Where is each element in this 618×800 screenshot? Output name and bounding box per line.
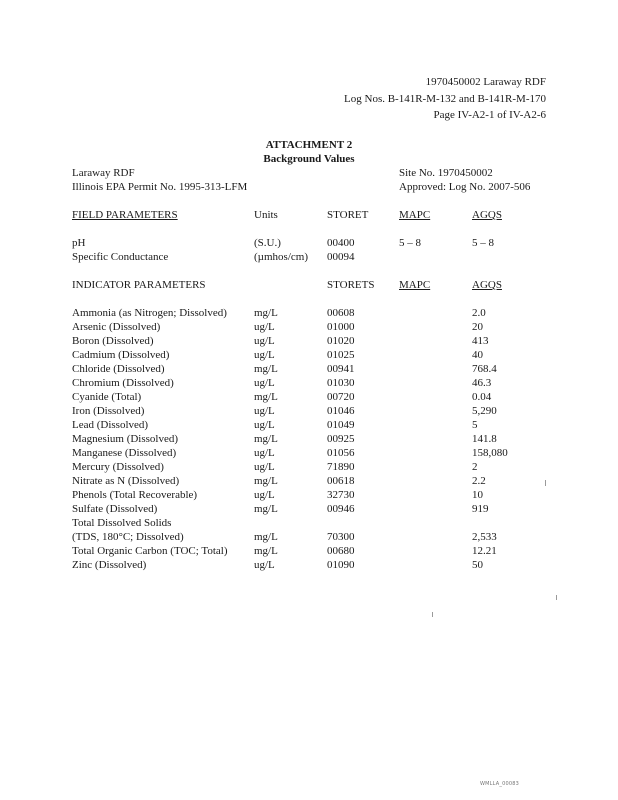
table-row — [0, 502, 618, 516]
units: ug/L — [254, 377, 275, 389]
col-header-units: Units — [254, 209, 278, 221]
units: (µmhos/cm) — [254, 251, 308, 263]
parameter-name: Total Dissolved Solids — [72, 517, 172, 529]
parameter-name: Chloride (Dissolved) — [72, 363, 165, 375]
storet-code: 01049 — [327, 419, 355, 431]
table-row — [0, 404, 618, 418]
agqs-value: 919 — [472, 503, 489, 515]
units: mg/L — [254, 391, 278, 403]
parameter-name: pH — [72, 237, 86, 249]
table-row — [0, 544, 618, 558]
storet-code: 01030 — [327, 377, 355, 389]
storet-code: 00400 — [327, 237, 355, 249]
storet-code: 00925 — [327, 433, 355, 445]
agqs-value: 46.3 — [472, 377, 492, 389]
units: ug/L — [254, 559, 275, 571]
parameter-name: Total Organic Carbon (TOC; Total) — [72, 545, 228, 557]
agqs-value: 0.04 — [472, 391, 492, 403]
storet-code: 70300 — [327, 531, 355, 543]
units: mg/L — [254, 503, 278, 515]
attachment-title: ATTACHMENT 2 — [265, 139, 353, 151]
agqs-value: 2,533 — [472, 531, 497, 543]
units: ug/L — [254, 489, 275, 501]
parameter-name: Boron (Dissolved) — [72, 335, 154, 347]
storet-code: 01046 — [327, 405, 355, 417]
agqs-value: 12.21 — [472, 545, 497, 557]
scan-speck — [556, 595, 557, 600]
col-header-parameter: INDICATOR PARAMETERS — [72, 279, 206, 291]
table-row — [0, 516, 618, 530]
agqs-value: 40 — [472, 349, 483, 361]
parameter-name: Zinc (Dissolved) — [72, 559, 147, 571]
site-number: Site No. 1970450002 — [399, 167, 493, 179]
table-row — [0, 446, 618, 460]
units: ug/L — [254, 447, 275, 459]
units: ug/L — [254, 405, 275, 417]
parameter-name: Iron (Dissolved) — [72, 405, 145, 417]
parameter-name: Lead (Dissolved) — [72, 419, 149, 431]
mapc-value: 5 – 8 — [399, 237, 421, 249]
units: mg/L — [254, 545, 278, 557]
col-header-storet: STORET — [327, 209, 369, 221]
parameter-name: Magnesium (Dissolved) — [72, 433, 179, 445]
col-header-mapc: MAPC — [399, 279, 431, 291]
storet-code: 01025 — [327, 349, 355, 361]
attachment-subtitle: Background Values — [263, 153, 355, 165]
table-row — [0, 334, 618, 348]
agqs-value: 10 — [472, 489, 483, 501]
units: mg/L — [254, 433, 278, 445]
agqs-value: 141.8 — [472, 433, 497, 445]
header-log-numbers: Log Nos. B-141R-M-132 and B-141R-M-170 — [344, 93, 546, 105]
table-row — [0, 488, 618, 502]
agqs-value: 5 – 8 — [472, 237, 494, 249]
agqs-value: 5 — [472, 419, 478, 431]
parameter-name: Cyanide (Total) — [72, 391, 142, 403]
col-header-parameter: FIELD PARAMETERS — [72, 209, 178, 221]
units: (S.U.) — [254, 237, 281, 249]
table-row — [0, 376, 618, 390]
agqs-value: 20 — [472, 321, 483, 333]
col-header-mapc: MAPC — [399, 209, 431, 221]
col-header-agqs: AGQS — [472, 279, 502, 291]
units: ug/L — [254, 321, 275, 333]
agqs-value: 2.2 — [472, 475, 486, 487]
table-row — [0, 236, 618, 250]
table-row — [0, 250, 618, 264]
storet-code: 01000 — [327, 321, 355, 333]
parameter-name: Nitrate as N (Dissolved) — [72, 475, 180, 487]
parameter-name: Chromium (Dissolved) — [72, 377, 174, 389]
scan-speck — [432, 612, 433, 617]
approval-log: Approved: Log No. 2007-506 — [399, 181, 531, 193]
parameter-name: Manganese (Dissolved) — [72, 447, 177, 459]
header-page-number: Page IV-A2-1 of IV-A2-6 — [433, 109, 546, 121]
storet-code: 00720 — [327, 391, 355, 403]
table-row — [0, 418, 618, 432]
col-header-agqs: AGQS — [472, 209, 502, 221]
table-row — [0, 320, 618, 334]
parameter-name: (TDS, 180°C; Dissolved) — [72, 531, 184, 543]
units: mg/L — [254, 363, 278, 375]
parameter-name: Arsenic (Dissolved) — [72, 321, 161, 333]
units: mg/L — [254, 531, 278, 543]
indicator-parameters-header — [0, 278, 618, 292]
agqs-value: 158,080 — [472, 447, 508, 459]
table-row — [0, 362, 618, 376]
col-header-storets: STORETS — [327, 279, 375, 291]
agqs-value: 2 — [472, 461, 478, 473]
units: ug/L — [254, 349, 275, 361]
storet-code: 00941 — [327, 363, 355, 375]
parameter-name: Phenols (Total Recoverable) — [72, 489, 198, 501]
storet-code: 71890 — [327, 461, 355, 473]
storet-code: 00094 — [327, 251, 355, 263]
storet-code: 00946 — [327, 503, 355, 515]
agqs-value: 768.4 — [472, 363, 497, 375]
storet-code: 00608 — [327, 307, 355, 319]
table-row — [0, 390, 618, 404]
storet-code: 32730 — [327, 489, 355, 501]
storet-code: 01056 — [327, 447, 355, 459]
field-parameters-header — [0, 208, 618, 222]
parameter-name: Ammonia (as Nitrogen; Dissolved) — [72, 307, 227, 319]
scan-speck — [545, 480, 546, 486]
agqs-value: 413 — [472, 335, 489, 347]
parameter-name: Specific Conductance — [72, 251, 169, 263]
header-site-line: 1970450002 Laraway RDF — [425, 76, 546, 88]
table-row — [0, 460, 618, 474]
parameter-name: Cadmium (Dissolved) — [72, 349, 170, 361]
agqs-value: 50 — [472, 559, 483, 571]
facility-name: Laraway RDF — [72, 167, 135, 179]
table-row — [0, 530, 618, 544]
table-row — [0, 558, 618, 572]
table-row — [0, 474, 618, 488]
parameter-name: Sulfate (Dissolved) — [72, 503, 158, 515]
agqs-value: 5,290 — [472, 405, 497, 417]
units: ug/L — [254, 335, 275, 347]
storet-code: 00618 — [327, 475, 355, 487]
agqs-value: 2.0 — [472, 307, 486, 319]
parameter-name: Mercury (Dissolved) — [72, 461, 164, 473]
units: ug/L — [254, 461, 275, 473]
table-row — [0, 348, 618, 362]
storet-code: 01090 — [327, 559, 355, 571]
bates-number: WMLLA_00083 — [480, 781, 519, 787]
units: mg/L — [254, 475, 278, 487]
permit-number: Illinois EPA Permit No. 1995-313-LFM — [72, 181, 248, 193]
table-row — [0, 306, 618, 320]
table-row — [0, 432, 618, 446]
storet-code: 00680 — [327, 545, 355, 557]
units: mg/L — [254, 307, 278, 319]
storet-code: 01020 — [327, 335, 355, 347]
units: ug/L — [254, 419, 275, 431]
